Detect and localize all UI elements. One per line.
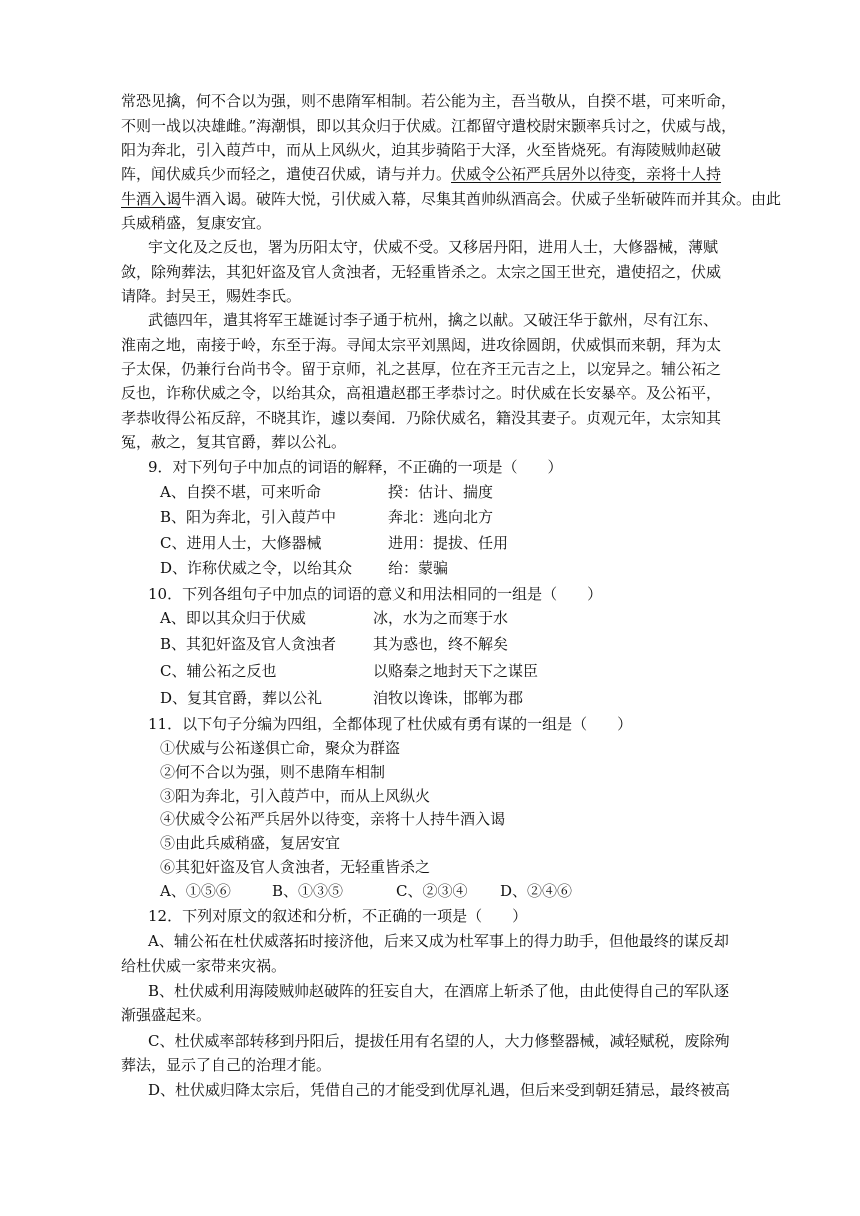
passage-line: 牛酒入谒牛酒入谒。破阵大悦，引伏威入幕，尽集其酋帅纵酒高会。伏威子坐斩破阵而并其众。由此 xyxy=(121,190,782,208)
passage-line: 兵威稍盛，复康安宜。 xyxy=(121,214,272,232)
passage-line: 反也，诈称伏威之令，以绐其众，高祖遣赵郡王孝恭讨之。时伏威在长安暴卒。及公祏平， xyxy=(121,384,722,402)
q11-choices xyxy=(160,880,860,902)
passage-line: 阳为奔北，引入葭芦中，而从上风纵火，迫其步骑陷于大泽，火至皆烧死。有海陵贼帅赵破 xyxy=(121,141,722,159)
question-10-stem: 10．下列各组句子中加点的词语的意义和用法相同的一组是（ ） xyxy=(148,585,603,603)
passage-line: 常恐见擒，何不合以为强，则不患隋军相制。若公能为主，吾当敬从，自揆不堪，可来听命， xyxy=(121,92,737,110)
passage-line: 请降。封吴王，赐姓李氏。 xyxy=(121,287,302,305)
q11-item: ⑥其犯奸盗及官人贪浊者，无轻重皆杀之 xyxy=(160,858,431,876)
passage-line: 冤，赦之，复其官爵，葬以公礼。 xyxy=(121,433,347,451)
q11-item: ④伏威令公祏严兵居外以待变，亲将十人持牛酒入谒 xyxy=(160,810,506,828)
question-9-stem: 9．对下列句子中加点的词语的解释，不正确的一项是（ ） xyxy=(148,458,563,476)
passage-line: 武德四年，遣其将军王雄诞讨李子通于杭州，擒之以献。又破汪华于歙州，尽有江东、 xyxy=(148,311,719,329)
q10-option-b: B、其犯奸盗及官人贪浊者 其为惑也，终不解矣 xyxy=(160,635,509,653)
q10-option-d: D、复其官爵，葬以公礼 洎牧以谗诛，邯郸为郡 xyxy=(160,689,524,707)
passage-line: 宇文化及之反也，署为历阳太守，伏威不受。又移居丹阳，进用人士，大修器械，薄赋 xyxy=(148,238,719,256)
passage-line: 淮南之地，南接于岭，东至于海。寻闻太宗平刘黑闼，进攻徐圆朗，伏威惧而来朝，拜为太 xyxy=(121,336,722,354)
q12-line: A、辅公祏在杜伏威落拓时接济他，后来又成为杜军事上的得力助手，但他最终的谋反却 xyxy=(148,932,729,950)
q10-option-c: C、辅公祏之反也 以赂秦之地封天下之谋臣 xyxy=(160,662,539,680)
q12-line: D、杜伏威归降太宗后，凭借自己的才能受到优厚礼遇，但后来受到朝廷猜忌，最终被高 xyxy=(148,1081,731,1099)
passage-line: 不则一战以决雄雌。”海潮惧，即以其众归于伏威。江都留守遣校尉宋颢率兵讨之，伏威与战， xyxy=(121,117,737,135)
question-11-stem: 11．以下句子分编为四组，全都体现了杜伏威有勇有谋的一组是（ ） xyxy=(148,715,633,733)
q9-option-b: B、阳为奔北，引入葭芦中 奔北：逃向北方 xyxy=(160,508,494,526)
passage-line: 阵，闻伏威兵少而轻之，遣使召伏威，请与并力。伏威令公祏严兵居外以待变，亲将十人持 xyxy=(121,165,722,183)
q12-line: C、杜伏威率部转移到丹阳后，提拔任用有名望的人，大力修整器械，减轻赋税，废除殉 xyxy=(148,1032,730,1050)
q11-choice-d: D、②④⑥ xyxy=(500,882,573,900)
underlined-sentence: 牛酒入谒 xyxy=(121,190,182,208)
passage-line: 子太保，仍兼行台尚书令。留于京师，礼之甚厚，位在齐王元吉之上，以宠异之。辅公祏之 xyxy=(121,360,722,378)
q12-line: 给杜伏威一家带来灾祸。 xyxy=(121,957,287,975)
q12-line: 渐强盛起来。 xyxy=(121,1006,212,1024)
q9-option-d: D、诈称伏威之令，以绐其众 绐：蒙骗 xyxy=(160,559,449,577)
q11-item: ③阳为奔北，引入葭芦中，而从上风纵火 xyxy=(160,787,431,805)
q12-line: B、杜伏威利用海陵贼帅赵破阵的狂妄自大，在酒席上斩杀了他，由此使得自己的军队逐 xyxy=(148,982,730,1000)
question-12-stem: 12．下列对原文的叙述和分析，不正确的一项是（ ） xyxy=(148,907,528,925)
q11-item: ②何不合以为强，则不患隋车相制 xyxy=(160,763,386,781)
q11-choice-c: C、②③④ xyxy=(396,882,468,900)
passage-line: 敛，除殉葬法，其犯奸盗及官人贪浊者，无轻重皆杀之。太宗之国王世充，遣使招之，伏威 xyxy=(121,263,722,281)
q11-choice-b: B、①③⑤ xyxy=(272,882,344,900)
passage-line: 孝恭收得公祏反辞，不晓其诈，遽以奏闻．乃除伏威名，籍没其妻子。贞观元年，太宗知其 xyxy=(121,409,722,427)
q12-line: 葬法，显示了自己的治理才能。 xyxy=(121,1056,332,1074)
q9-option-a: A、自揆不堪，可来听命 揆：估计、揣度 xyxy=(160,483,494,501)
underlined-sentence: 伏威令公祏严兵居外以待变，亲将十人持 xyxy=(451,165,722,183)
q9-option-c: C、进用人士，大修器械 进用：提拔、任用 xyxy=(160,534,509,552)
q11-item: ⑤由此兵威稍盛，复居安宜 xyxy=(160,834,341,852)
q11-choice-a: A、①⑤⑥ xyxy=(160,882,231,900)
q11-item: ①伏威与公祏遂俱亡命，聚众为群盗 xyxy=(160,739,401,757)
q10-option-a: A、即以其众归于伏威 冰，水为之而寒于水 xyxy=(160,609,509,627)
